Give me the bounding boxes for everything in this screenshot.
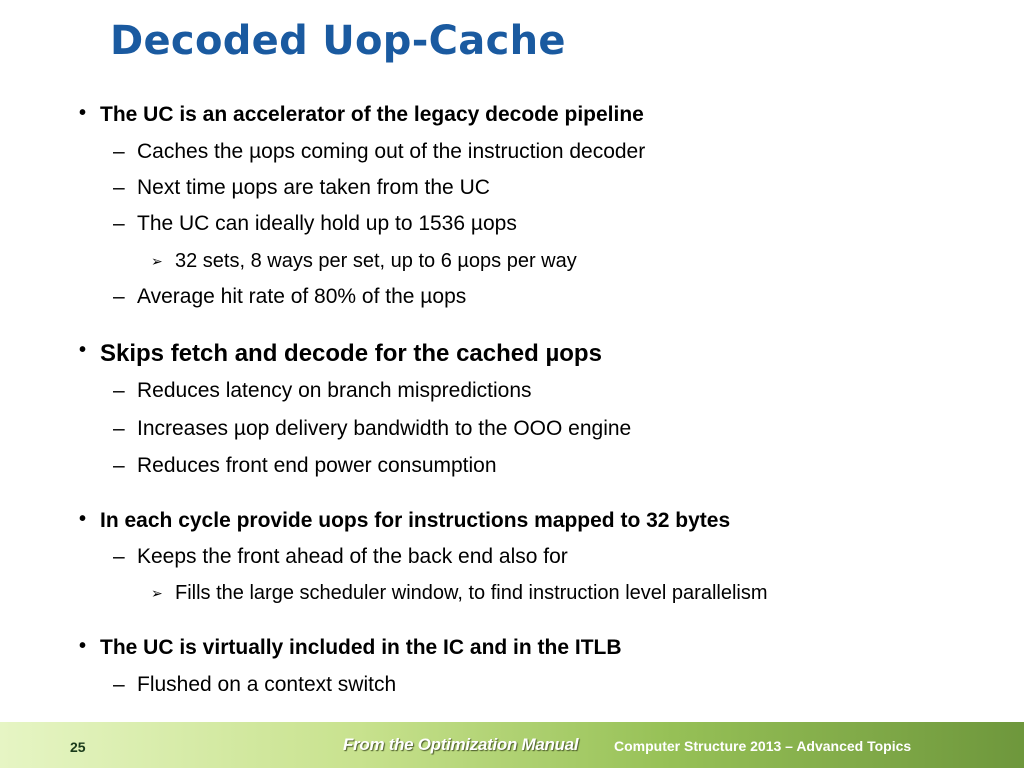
sub-item (113, 140, 646, 164)
bullet-icon: • (79, 339, 87, 361)
dash-icon: – (113, 140, 125, 163)
sub-sub-item-text: 32 sets, 8 ways per set, up to 6 µops per way (175, 250, 577, 272)
bullet-icon: • (79, 102, 87, 124)
source-note: From the Optimization Manual (343, 735, 579, 754)
sub-item (113, 379, 532, 403)
sub-item (113, 417, 632, 441)
dash-icon: – (113, 176, 125, 199)
dash-icon: – (113, 417, 125, 440)
dash-icon: – (113, 212, 125, 235)
dash-icon: – (113, 379, 125, 402)
sub-item (113, 454, 497, 478)
bullet-text: The UC is virtually included in the IC and in the ITLB (100, 636, 622, 659)
sub-item (113, 545, 568, 569)
sub-item-text: Caches the µops coming out of the instruction decoder (137, 140, 646, 163)
sub-item-text: Flushed on a context switch (137, 673, 397, 696)
arrow-bullet-icon: ➢ (151, 253, 163, 269)
bullet-text: In each cycle provide uops for instructions mapped to 32 bytes (100, 509, 731, 532)
slide-title: Decoded Uop-Cache (110, 18, 566, 64)
dash-icon: – (113, 545, 125, 568)
bullet-item (79, 339, 602, 368)
sub-item-text: Increases µop delivery bandwidth to the OOO engine (137, 417, 632, 440)
bullet-item (79, 508, 731, 533)
dash-icon: – (113, 673, 125, 696)
bullet-item (79, 102, 644, 127)
course-title: Computer Structure 2013 – Advanced Topics (614, 738, 912, 754)
sub-item-text: Average hit rate of 80% of the µops (137, 285, 467, 308)
sub-item (113, 673, 397, 697)
bullet-text: The UC is an accelerator of the legacy decode pipeline (100, 103, 644, 126)
bullet-text: Skips fetch and decode for the cached µops (100, 340, 602, 367)
sub-item (113, 212, 517, 236)
sub-sub-item (151, 582, 768, 605)
page-number: 25 (70, 739, 86, 755)
sub-sub-item (151, 250, 577, 273)
sub-item-text: Keeps the front ahead of the back end also for (137, 545, 568, 568)
sub-item-text: Reduces front end power consumption (137, 454, 497, 477)
arrow-bullet-icon: ➢ (151, 585, 163, 601)
bullet-icon: • (79, 635, 87, 657)
bullet-icon: • (79, 508, 87, 530)
bullet-item (79, 635, 622, 660)
sub-sub-item-text: Fills the large scheduler window, to find instruction level parallelism (175, 582, 768, 604)
sub-item (113, 285, 467, 309)
sub-item-text: Reduces latency on branch mispredictions (137, 379, 532, 402)
sub-item (113, 176, 490, 200)
dash-icon: – (113, 454, 125, 477)
footer-bar (0, 722, 1024, 768)
dash-icon: – (113, 285, 125, 308)
sub-item-text: The UC can ideally hold up to 1536 µops (137, 212, 517, 235)
sub-item-text: Next time µops are taken from the UC (137, 176, 490, 199)
